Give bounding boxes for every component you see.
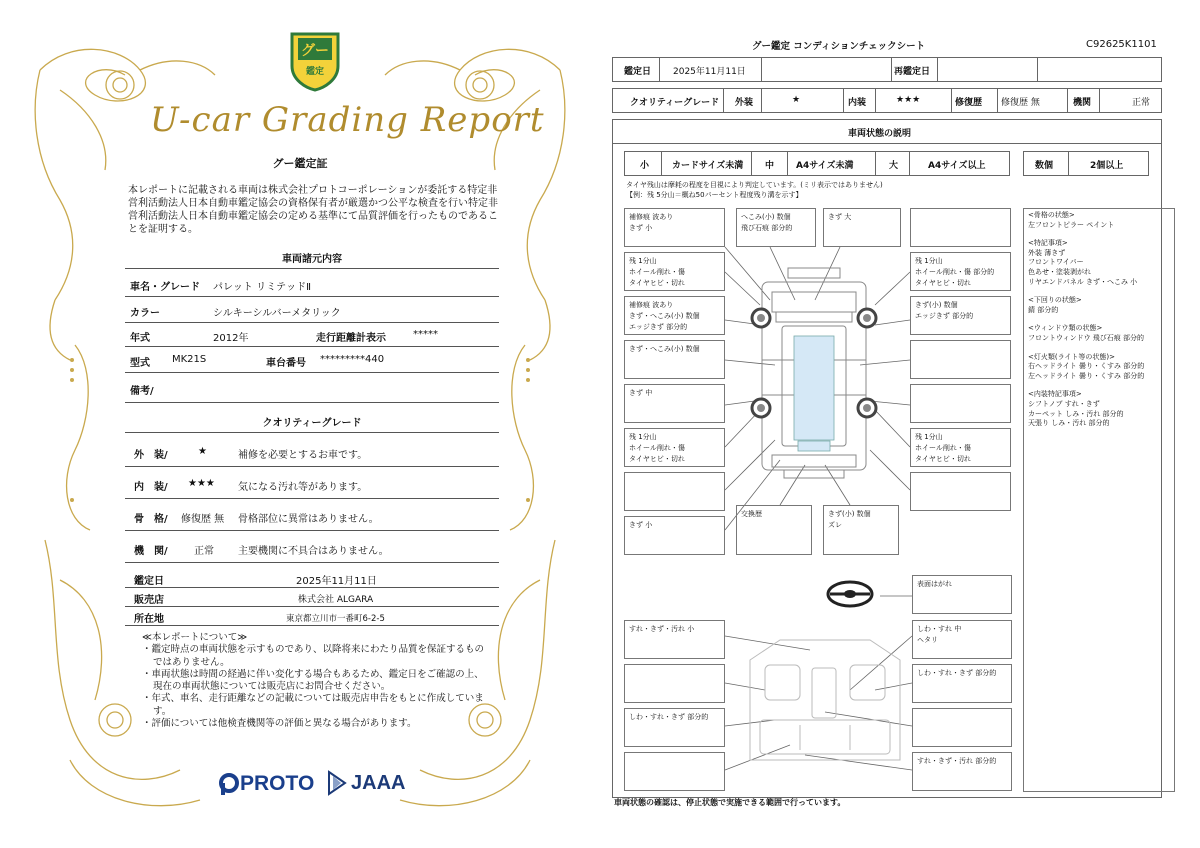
interior-box-right-seat [912, 664, 1012, 703]
engine-value: 正常 [1132, 98, 1151, 108]
remarks-line: 右ヘッドライト 曇り・くすみ 部分的 [1028, 362, 1145, 371]
size-large-label: 大 [889, 161, 899, 171]
mileage-value: ***** [413, 329, 438, 340]
damage-text: きず・へこみ(小) 数個 [629, 312, 700, 320]
remarks-heading: <ウィンドウ類の状態> [1028, 324, 1103, 333]
model-value: MK21S [172, 354, 207, 365]
grade-interior-label: 内 装/ [134, 482, 168, 493]
divider [125, 530, 499, 531]
damage-text: タイヤヒビ・切れ [629, 455, 685, 463]
damage-text: 交換歴 [741, 510, 762, 518]
divider [125, 606, 499, 607]
damage-text: タイヤヒビ・切れ [629, 279, 685, 287]
appraisal-date-label: 鑑定日 [624, 67, 652, 77]
note-item: ・鑑定時点の車両状態を示すものであり、以降将来にわたり品質を保証するものではありません。 [142, 644, 485, 668]
interior-label: 内装 [848, 98, 867, 108]
damage-box-rear-gate [736, 505, 812, 555]
footer-note: 車両状態の確認は、停止状態で実施できる範囲で行っています。 [614, 798, 846, 807]
divider [125, 322, 499, 323]
proto-mark-icon [218, 772, 240, 796]
size-medium-label: 中 [765, 161, 775, 171]
divider [125, 268, 499, 269]
remarks-group-interior [1028, 390, 1170, 428]
remarks-group-frame [1028, 211, 1170, 230]
damage-text: 補修痕 波あり [629, 301, 674, 309]
jaaa-mark-icon [327, 770, 347, 796]
damage-text: きず 小 [629, 521, 653, 529]
vehicle-name-value: パレット リミテッドⅡ [213, 282, 312, 293]
damage-box-tire-front-left [624, 252, 725, 291]
note-item: ・車両状態は時間の経過に伴い変化する場合もあるため、鑑定日をご確認の上、現在の車両状態については販売店にお問合せください。 [142, 668, 484, 693]
damage-box-tire-rear-left [624, 428, 725, 467]
divider [125, 625, 499, 626]
damage-box-right-rear-door [910, 384, 1011, 423]
remarks-line: フロントワイパー [1028, 258, 1084, 267]
size-medium-desc: A4サイズ未満 [796, 161, 854, 171]
damage-box-rear-bumper [823, 505, 899, 555]
divider [125, 562, 499, 563]
damage-box-right-quarter [910, 472, 1011, 511]
damage-text: ホイール削れ・傷 [629, 444, 685, 452]
damage-box-left-rear-door [624, 384, 725, 423]
remarks-line: フロントウィンドウ 飛び石痕 部分的 [1028, 333, 1145, 342]
appraisal-date-value: 2025年11月11日 [296, 576, 377, 587]
interior-value: ★★★ [896, 95, 921, 105]
grade-interior-desc: 気になる汚れ等があります。 [238, 482, 368, 493]
damage-text: 補修痕 波あり [629, 213, 674, 221]
remarks-line: 錆 部分的 [1028, 305, 1059, 314]
damage-text: きず 中 [629, 389, 653, 397]
certificate-text: 本レポートに記載される車両は株式会社プロトコーポレーションが委託する特定非営利活動法人日本自動車鑑定協会の資格保有者が厳選かつ公平な検査を行い特定非営利活動法人日本自動車鑑定協会の定める基準にて品質評価を行ったものであることを証明する。 [128, 185, 498, 235]
engine-label: 機関 [1073, 98, 1092, 108]
appraisal-date-label: 鑑定日 [134, 576, 164, 587]
grade-exterior-value: ★ [198, 446, 207, 457]
damage-text: ホイール削れ・傷 [915, 444, 971, 452]
interior-box-cargo [912, 752, 1012, 791]
notes-title: ≪本レポートについて≫ [142, 632, 248, 643]
interior-box-right-rear [912, 708, 1012, 747]
damage-text: すれ・きず・汚れ 部分的 [917, 757, 997, 765]
tire-note-example: 【例：残 5分山＝概ね50パーセント程度残り溝を示す】 [626, 191, 803, 199]
divider [125, 498, 499, 499]
damage-text: タイヤヒビ・切れ [915, 279, 971, 287]
remarks-heading: <灯火類(ライト等の状態)> [1028, 352, 1115, 361]
damage-box-hood [736, 208, 816, 247]
shop-label: 販売店 [134, 595, 164, 606]
grade-interior-value: ★★★ [188, 478, 215, 489]
interior-box-front-left [624, 620, 725, 659]
proto-logo [218, 772, 314, 796]
proto-logo-text: PROTO [240, 772, 315, 795]
remarks-group-special [1028, 239, 1170, 287]
year-label: 年式 [130, 333, 150, 344]
damage-text: タイヤヒビ・切れ [915, 455, 971, 463]
damage-box-front-left [624, 208, 725, 247]
interior-box-rear-seat [624, 752, 725, 791]
divider [125, 402, 499, 403]
reappraisal-date-label: 再鑑定日 [894, 67, 931, 77]
divider [125, 466, 499, 467]
color-value: シルキーシルバーメタリック [213, 308, 341, 319]
damage-box-front-bumper [823, 208, 901, 247]
remarks-heading: <内装特記事項> [1028, 390, 1082, 399]
remarks-line: リヤエンドパネル きず・へこみ 小 [1028, 277, 1138, 286]
chassis-value: *********440 [320, 354, 385, 365]
damage-text: ホイール削れ・傷 部分的 [915, 268, 995, 276]
note-item: ・年式、車名、走行距離などの記載については販売店申告をもとに作成しています。 [142, 693, 484, 717]
remarks-line: 天張り しみ・汚れ 部分的 [1028, 419, 1110, 428]
damage-text: 飛び石痕 部分的 [741, 224, 793, 232]
document-id: C92625K1101 [1086, 39, 1157, 50]
remarks-heading: <特記事項> [1028, 239, 1068, 248]
damage-text: 残 1分山 [915, 433, 943, 441]
report-title: U-car Grading Report [150, 100, 545, 140]
remarks-group-lights [1028, 353, 1170, 382]
grade-frame-label: 骨 格/ [134, 514, 168, 525]
certificate-title: グー鑑定証 [272, 157, 328, 170]
size-large-desc: A4サイズ以上 [928, 161, 986, 171]
divider [125, 296, 499, 297]
remarks-label: 備考/ [130, 386, 154, 397]
damage-box-tire-front-right [910, 252, 1011, 291]
interior-box-left-seat [624, 664, 725, 703]
quality-grade-title: クオリティーグレード [262, 418, 362, 429]
damage-box-left-front-door [624, 340, 725, 379]
interior-box-left-rear [624, 708, 725, 747]
note-item: ・評価については他検査機関等の評価と異なる場合があります。 [142, 718, 417, 730]
remarks-line: 外装 薄きず [1028, 248, 1066, 257]
appraisal-date-value: 2025年11月11日 [673, 67, 746, 77]
repair-value: 修復歴 無 [1001, 98, 1040, 108]
divider [125, 346, 499, 347]
remarks-line: 色あせ・塗装剥がれ [1028, 267, 1091, 276]
jaaa-logo-text: JAAA [351, 771, 406, 794]
damage-box-right-front-door [910, 340, 1011, 379]
vehicle-name-label: 車名・グレード [130, 282, 200, 293]
damage-box-left-quarter [624, 472, 725, 511]
quality-grade-label: クオリティーグレード [630, 98, 720, 108]
remarks-heading: <骨格の状態> [1028, 211, 1075, 219]
repair-label: 修復歴 [955, 98, 983, 108]
chassis-label: 車台番号 [266, 358, 306, 369]
damage-text: しわ・すれ 中 [917, 625, 962, 633]
interior-box-dashboard [912, 575, 1012, 614]
damage-box-left-fender [624, 296, 725, 335]
remarks-panel [1023, 208, 1175, 792]
address-value: 東京都立川市一番町6-2-5 [286, 614, 385, 624]
damage-text: きず 小 [629, 224, 653, 232]
damage-text: ズレ [828, 521, 842, 529]
remarks-line: シフトノブ すれ・きず [1028, 399, 1100, 408]
svg-text:鑑定: 鑑定 [305, 67, 325, 77]
exterior-label: 外装 [735, 98, 754, 108]
remarks-group-underbody [1028, 296, 1170, 315]
condition-check-sheet [600, 0, 1200, 848]
address-label: 所在地 [134, 614, 164, 625]
exterior-value: ★ [792, 95, 801, 105]
damage-text: ホイール削れ・傷 [629, 268, 685, 276]
grade-exterior-label: 外 装/ [134, 450, 168, 461]
remarks-line: カーペット しみ・汚れ 部分的 [1028, 409, 1124, 418]
specs-title: 車両諸元内容 [282, 254, 342, 265]
grade-engine-desc: 主要機関に不具合はありません。 [238, 546, 389, 557]
damage-text: しわ・すれ・きず 部分的 [629, 713, 709, 721]
grade-exterior-desc: 補修を必要とするお車です。 [238, 450, 368, 461]
year-value: 2012年 [213, 333, 249, 344]
damage-text: きず・へこみ(小) 数個 [629, 345, 700, 353]
damage-text: 残 1分山 [629, 433, 657, 441]
jaaa-logo [327, 770, 405, 796]
shop-value: 株式会社 ALGARA [298, 595, 374, 605]
svg-text:グー: グー [301, 43, 329, 59]
remarks-line: 左ヘッドライト 曇り・くすみ 部分的 [1028, 371, 1145, 380]
interior-box-front-right [912, 620, 1012, 659]
goo-kantei-logo [288, 30, 342, 92]
damage-box-front-right [910, 208, 1011, 247]
damage-box-tire-rear-right [910, 428, 1011, 467]
remarks-heading: <下回りの状態> [1028, 296, 1082, 305]
model-label: 型式 [130, 358, 150, 369]
report-notes [142, 632, 492, 730]
divider [125, 372, 499, 373]
damage-text: ヘタリ [917, 636, 938, 644]
damage-text: すれ・きず・汚れ 小 [629, 625, 695, 633]
color-label: カラー [130, 308, 160, 319]
tire-note: タイヤ残山は摩耗の程度を目視により判定しています。(ミリ表示ではありません) [626, 181, 883, 189]
size-small-desc: カードサイズ未満 [672, 161, 744, 171]
divider [125, 587, 499, 588]
condition-title: 車両状態の説明 [848, 129, 912, 139]
remarks-line: 左フロントピラー ペイント [1028, 220, 1115, 229]
damage-text: 表面はがれ [917, 580, 952, 588]
count-label: 数個 [1035, 161, 1054, 171]
divider [125, 432, 499, 433]
sheet-title: グー鑑定 コンディションチェックシート [752, 41, 926, 52]
damage-text: 残 1分山 [915, 257, 943, 265]
count-desc: 2個以上 [1090, 161, 1124, 171]
damage-box-rear-left [624, 516, 725, 555]
damage-text: エッジきず 部分的 [915, 312, 974, 320]
mileage-label: 走行距離計表示 [316, 333, 386, 344]
damage-text: 残 1分山 [629, 257, 657, 265]
damage-text: きず 大 [828, 213, 852, 221]
damage-text: きず(小) 数個 [828, 510, 871, 518]
grade-frame-desc: 骨格部位に異常はありません。 [238, 514, 379, 525]
grade-engine-label: 機 関/ [134, 546, 168, 557]
remarks-group-windows [1028, 324, 1170, 343]
grade-engine-value: 正常 [194, 546, 214, 557]
damage-text: きず(小) 数個 [915, 301, 958, 309]
damage-text: へこみ(小) 数個 [741, 213, 791, 221]
size-small-label: 小 [640, 161, 650, 171]
damage-box-right-fender [910, 296, 1011, 335]
grade-frame-value: 修復歴 無 [181, 514, 225, 525]
damage-text: しわ・すれ・きず 部分的 [917, 669, 997, 677]
damage-text: エッジきず 部分的 [629, 323, 688, 331]
